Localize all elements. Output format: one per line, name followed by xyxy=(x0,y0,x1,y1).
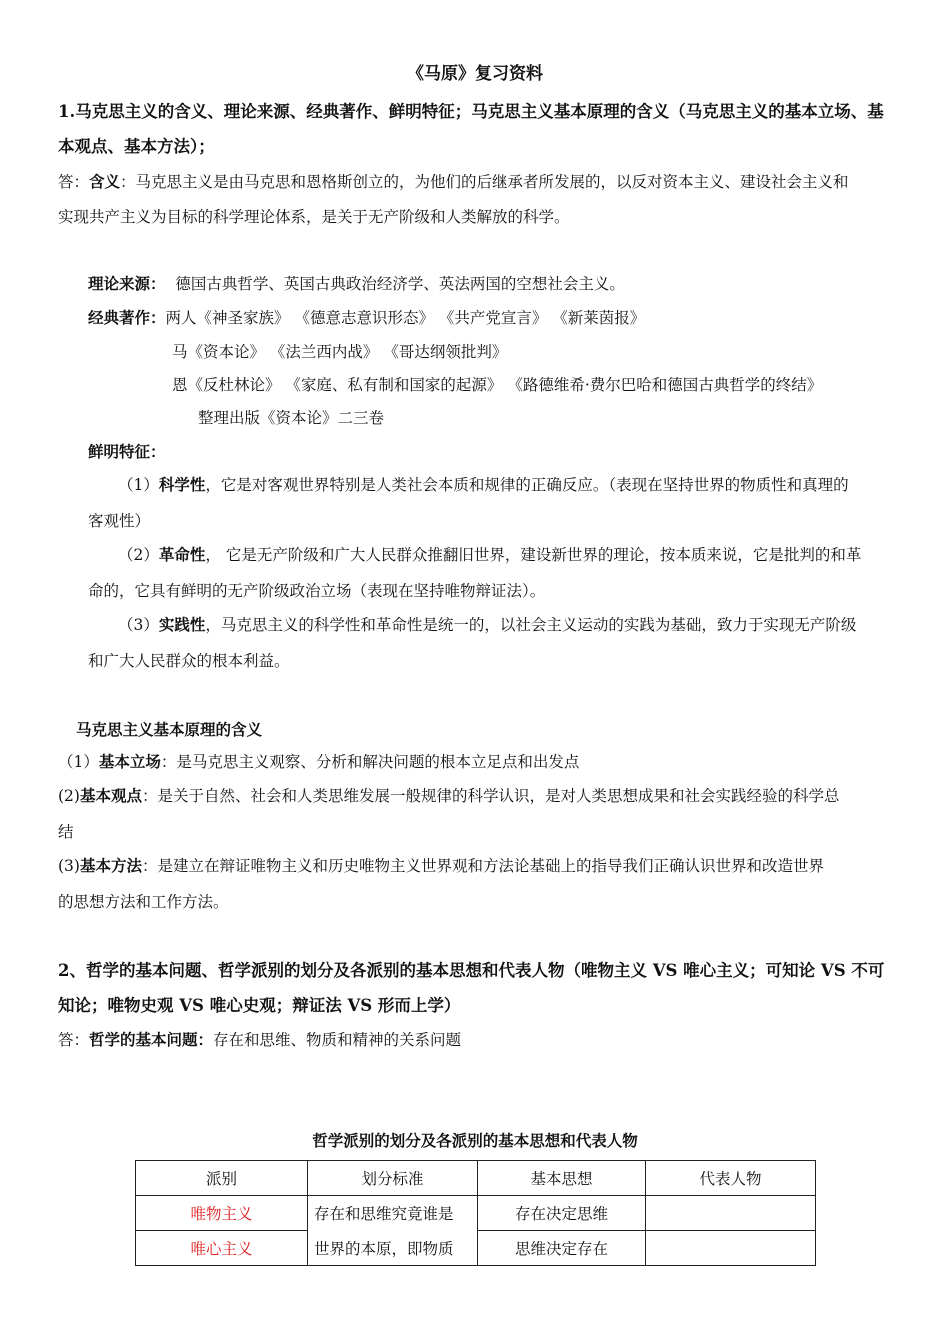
principle-3-line-2: 的思想方法和工作方法。 xyxy=(58,893,229,911)
principle-3-text: ：是建立在辩证唯物主义和历史唯物主义世界观和方法论基础上的指导我们正确认识世界和改造世界 xyxy=(141,857,824,875)
feature-2-label: 革命性 xyxy=(158,545,206,564)
schools-table xyxy=(135,1160,816,1266)
header-school: 派别 xyxy=(136,1161,308,1196)
feature-3-number: （3） xyxy=(118,616,159,634)
principle-2-line-2: 结 xyxy=(58,823,74,841)
q2-heading-line-2: 知论；唯物史观 VS 唯心史观；辩证法 VS 形而上学） xyxy=(58,996,461,1015)
table-row xyxy=(136,1196,816,1231)
people-cell xyxy=(646,1231,816,1266)
sources-label: 理论来源： xyxy=(88,274,166,293)
classic-works-engels: 恩《反杜林论》 《家庭、私有制和国家的起源》 《路德维希·费尔巴哈和德国古典哲学的终结》 xyxy=(172,376,823,394)
table-row xyxy=(136,1231,816,1266)
feature-3-text: ，马克思主义的科学性和革命性是统一的，以社会主义运动的实践为基础，致力于实现无产阶级 xyxy=(205,616,857,634)
q1-meaning-line-1 xyxy=(58,172,849,192)
q1-meaning-line-2: 实现共产主义为目标的科学理论体系，是关于无产阶级和人类解放的科学。 xyxy=(58,208,570,226)
feature-1-text: ，它是对客观世界特别是人类社会本质和规律的正确反应。（表现在坚持世界的物质性和真理的 xyxy=(205,476,849,494)
principle-1-number: （1） xyxy=(58,753,99,771)
principle-2-number: (2) xyxy=(58,787,80,805)
feature-1-line-2: 客观性） xyxy=(88,512,151,530)
principle-heading: 马克思主义基本原理的含义 xyxy=(76,720,263,739)
meaning-text: ：马克思主义是由马克思和恩格斯创立的，为他们的后继承者所发展的，以反对资本主义、建设社会主义和 xyxy=(120,173,849,191)
answer-prefix: 答： xyxy=(58,1031,90,1049)
feature-1-label: 科学性 xyxy=(158,475,206,494)
header-idea: 基本思想 xyxy=(478,1161,646,1196)
header-standard: 划分标准 xyxy=(308,1161,478,1196)
features-label: 鲜明特征： xyxy=(88,442,166,461)
feature-3-line-1 xyxy=(118,615,856,635)
q2-answer xyxy=(58,1030,461,1050)
feature-1-line-1 xyxy=(118,475,849,495)
people-cell xyxy=(646,1196,816,1231)
answer-prefix: 答： xyxy=(58,173,90,191)
principle-3-number: (3) xyxy=(58,857,80,875)
feature-2-number: （2） xyxy=(118,546,159,564)
feature-3-label: 实践性 xyxy=(158,615,206,634)
q2-heading-line-1: 2、哲学的基本问题、哲学派别的划分及各派别的基本思想和代表人物（唯物主义 VS 唯心主义；可知论 VS 不可 xyxy=(58,961,885,980)
principle-1-label: 基本立场 xyxy=(98,752,161,771)
document-title: 《马原》复习资料 xyxy=(407,64,543,84)
q1-heading-line-1: 1.马克思主义的含义、理论来源、经典著作、鲜明特征；马克思主义基本原理的含义（马克思主义的基本立场、基 xyxy=(58,102,884,121)
sources-text: 德国古典哲学、英国古典政治经济学、英法两国的空想社会主义。 xyxy=(175,275,625,293)
standard-cell: 存在和思维究竟谁是 xyxy=(308,1196,478,1231)
theory-sources xyxy=(88,274,625,294)
principle-3-line-1 xyxy=(58,856,824,876)
idea-cell: 思维决定存在 xyxy=(478,1231,646,1266)
feature-2-line-2: 命的，它具有鲜明的无产阶级政治立场（表现在坚持唯物辩证法）。 xyxy=(88,582,546,600)
table-header-row xyxy=(136,1161,816,1196)
principle-3-label: 基本方法 xyxy=(79,856,142,875)
classic-works-marx: 马《资本论》 《法兰西内战》 《哥达纲领批判》 xyxy=(172,343,508,361)
standard-cell: 世界的本原，即物质 xyxy=(308,1231,478,1266)
classic-works-both xyxy=(88,308,645,328)
school-cell: 唯心主义 xyxy=(136,1231,308,1266)
works-both-text: 两人《神圣家族》 《德意志意识形态》 《共产党宣言》 《新莱茵报》 xyxy=(165,309,646,327)
feature-2-line-1 xyxy=(118,545,861,565)
feature-2-text: ， 它是无产阶级和广大人民群众推翻旧世界，建设新世界的理论，按本质来说，它是批判的和革 xyxy=(205,546,862,564)
q1-heading-line-2: 本观点、基本方法）； xyxy=(58,137,215,156)
header-people: 代表人物 xyxy=(646,1161,816,1196)
principle-1 xyxy=(58,752,579,772)
classic-works-edit: 整理出版《资本论》二三卷 xyxy=(198,409,385,427)
basic-question-text: 存在和思维、物质和精神的关系问题 xyxy=(213,1031,462,1049)
meaning-label: 含义 xyxy=(89,172,121,191)
basic-question-label: 哲学的基本问题： xyxy=(89,1030,214,1049)
principle-2-text: ：是关于自然、社会和人类思维发展一般规律的科学认识，是对人类思想成果和社会实践经验的科学总 xyxy=(141,787,840,805)
feature-3-line-2: 和广大人民群众的根本利益。 xyxy=(88,652,290,670)
principle-2-line-1 xyxy=(58,786,840,806)
works-label: 经典著作： xyxy=(88,308,166,327)
idea-cell: 存在决定思维 xyxy=(478,1196,646,1231)
principle-1-text: ：是马克思主义观察、分析和解决问题的根本立足点和出发点 xyxy=(160,753,580,771)
principle-2-label: 基本观点 xyxy=(79,786,142,805)
table-caption: 哲学派别的划分及各派别的基本思想和代表人物 xyxy=(312,1131,638,1150)
feature-1-number: （1） xyxy=(118,476,159,494)
school-cell: 唯物主义 xyxy=(136,1196,308,1231)
